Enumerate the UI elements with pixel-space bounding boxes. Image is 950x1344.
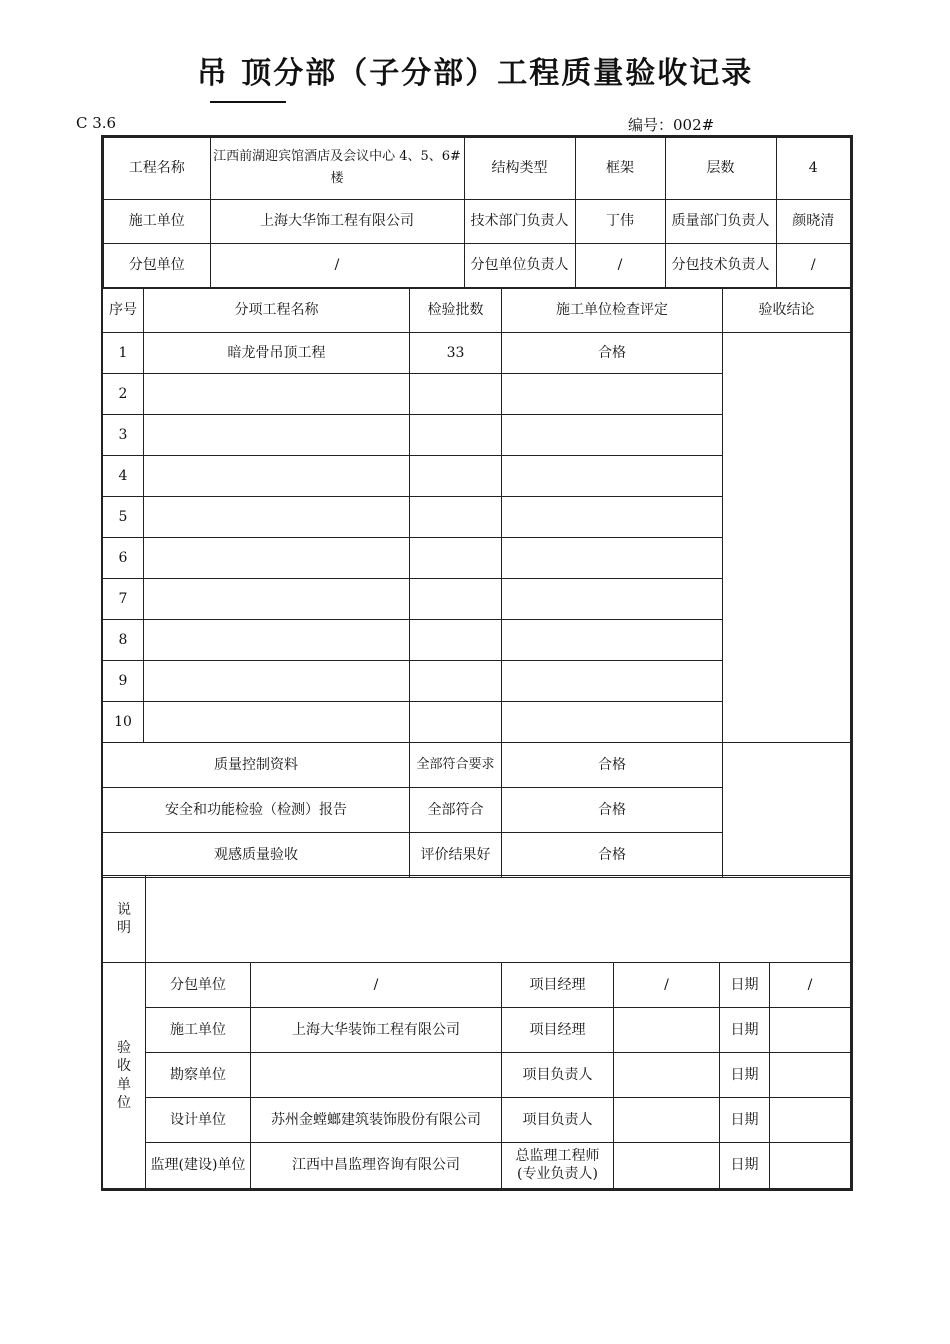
acceptance-row (103, 1143, 851, 1189)
row-evaluation (502, 579, 723, 620)
document-title: 吊 顶分部（子分部）工程质量验收记录 (196, 56, 754, 91)
acceptance-row (103, 963, 851, 1008)
structure-type-value: 框架 (575, 137, 665, 199)
table-row (103, 333, 851, 374)
quality-head-label: 质量部门负责人 (665, 199, 776, 243)
row-name (144, 538, 410, 579)
acceptance-date (770, 1053, 851, 1098)
row-batches (410, 620, 502, 661)
acceptance-date (770, 1008, 851, 1053)
summary-label: 安全和功能检验（检测）报告 (103, 788, 410, 833)
row-no: 8 (103, 620, 144, 661)
tech-head-label: 技术部门负责人 (464, 199, 575, 243)
row-name (144, 579, 410, 620)
col-header-batches: 检验批数 (410, 289, 502, 333)
acceptance-date-label: 日期 (720, 1098, 770, 1143)
side-label-char: 验 (117, 1040, 131, 1057)
acceptance-company: 江西中昌监理咨询有限公司 (251, 1143, 502, 1189)
acceptance-signer (614, 1053, 720, 1098)
contractor-label: 施工单位 (103, 199, 210, 243)
row-name: 暗龙骨吊顶工程 (144, 333, 410, 374)
row-batches (410, 661, 502, 702)
sub-tech-label: 分包技术负责人 (665, 243, 776, 288)
summary-label: 观感质量验收 (103, 833, 410, 878)
acceptance-role: 项目负责人 (502, 1053, 614, 1098)
row-no: 10 (103, 702, 144, 743)
row-name (144, 620, 410, 661)
document-number (628, 114, 714, 135)
row-batches (410, 456, 502, 497)
col-header-no: 序号 (103, 289, 144, 333)
project-info-table (102, 136, 852, 289)
notes-label (103, 876, 146, 963)
acceptance-company: 上海大华装饰工程有限公司 (251, 1008, 502, 1053)
col-header-conclusion: 验收结论 (723, 289, 851, 333)
acceptance-date-label: 日期 (720, 963, 770, 1008)
acceptance-date (770, 1098, 851, 1143)
row-name (144, 456, 410, 497)
floors-label: 层数 (665, 137, 776, 199)
sub-head-value: / (575, 243, 665, 288)
summary-evaluation: 合格 (502, 833, 723, 878)
col-header-name: 分项工程名称 (144, 289, 410, 333)
row-evaluation: 合格 (502, 333, 723, 374)
project-name-label: 工程名称 (103, 137, 210, 199)
tech-head-value: 丁伟 (575, 199, 665, 243)
row-evaluation (502, 456, 723, 497)
row-name (144, 661, 410, 702)
acceptance-row (103, 1098, 851, 1143)
subcontractor-value: / (210, 243, 464, 288)
summary-evaluation: 合格 (502, 788, 723, 833)
row-no: 1 (103, 333, 144, 374)
title-underline (210, 101, 286, 103)
row-no: 3 (103, 415, 144, 456)
notes-content (146, 876, 851, 963)
summary-status: 评价结果好 (410, 833, 502, 878)
acceptance-signer (614, 1143, 720, 1189)
summary-label: 质量控制资料 (103, 743, 410, 788)
acceptance-row (103, 1053, 851, 1098)
acceptance-date-label: 日期 (720, 1053, 770, 1098)
acceptance-company: / (251, 963, 502, 1008)
items-table (102, 288, 851, 878)
row-batches (410, 374, 502, 415)
row-batches (410, 538, 502, 579)
items-header-row (103, 289, 851, 333)
subcontractor-label: 分包单位 (103, 243, 210, 288)
row-batches (410, 702, 502, 743)
acceptance-unit: 监理(建设)单位 (146, 1143, 251, 1189)
row-name (144, 497, 410, 538)
acceptance-date: / (770, 963, 851, 1008)
acceptance-date-label: 日期 (720, 1008, 770, 1053)
row-no: 5 (103, 497, 144, 538)
contractor-value: 上海大华饰工程有限公司 (210, 199, 464, 243)
summary-evaluation: 合格 (502, 743, 723, 788)
number-label: 编号： (628, 116, 674, 134)
row-no: 9 (103, 661, 144, 702)
summary-status: 全部符合 (410, 788, 502, 833)
row-evaluation (502, 415, 723, 456)
project-name-value: 江西前湖迎宾馆酒店及会议中心 4、5、6#楼 (210, 137, 464, 199)
acceptance-company (251, 1053, 502, 1098)
notes-table (102, 875, 851, 963)
sub-head-label: 分包单位负责人 (464, 243, 575, 288)
acceptance-unit: 施工单位 (146, 1008, 251, 1053)
row-no: 7 (103, 579, 144, 620)
row-name (144, 374, 410, 415)
row-name (144, 415, 410, 456)
row-evaluation (502, 620, 723, 661)
summary-status: 全部符合要求 (410, 743, 502, 788)
form-code: C 3.6 (76, 114, 117, 132)
acceptance-unit: 设计单位 (146, 1098, 251, 1143)
row-evaluation (502, 661, 723, 702)
acceptance-row (103, 1008, 851, 1053)
acceptance-signer (614, 1008, 720, 1053)
row-evaluation (502, 538, 723, 579)
acceptance-signer (614, 1098, 720, 1143)
row-evaluation (502, 702, 723, 743)
acceptance-unit: 分包单位 (146, 963, 251, 1008)
acceptance-role (502, 1143, 614, 1189)
acceptance-role-sub: (专业负责人) (517, 1165, 598, 1182)
row-no: 6 (103, 538, 144, 579)
row-batches (410, 497, 502, 538)
summary-conclusion-cell (723, 743, 851, 878)
acceptance-role-main: 总监理工程师 (515, 1148, 600, 1164)
col-header-evaluation: 施工单位检查评定 (502, 289, 723, 333)
row-evaluation (502, 374, 723, 415)
row-batches (410, 579, 502, 620)
quality-head-value: 颜晓清 (776, 199, 851, 243)
acceptance-company: 苏州金螳螂建筑装饰股份有限公司 (251, 1098, 502, 1143)
floors-value: 4 (776, 137, 851, 199)
row-batches: 33 (410, 333, 502, 374)
acceptance-role: 项目负责人 (502, 1098, 614, 1143)
conclusion-cell (723, 333, 851, 743)
acceptance-side-label (103, 963, 146, 1189)
summary-row (103, 743, 851, 788)
acceptance-unit: 勘察单位 (146, 1053, 251, 1098)
acceptance-signer: / (614, 963, 720, 1008)
row-no: 2 (103, 374, 144, 415)
number-value: 002# (673, 116, 715, 134)
row-evaluation (502, 497, 723, 538)
acceptance-date (770, 1143, 851, 1189)
structure-type-label: 结构类型 (464, 137, 575, 199)
acceptance-date-label: 日期 (720, 1143, 770, 1189)
acceptance-role: 项目经理 (502, 1008, 614, 1053)
acceptance-table (102, 962, 851, 1189)
notes-label-2: 明 (117, 920, 131, 936)
row-batches (410, 415, 502, 456)
row-name (144, 702, 410, 743)
side-label-char: 收 (117, 1058, 131, 1075)
acceptance-role: 项目经理 (502, 963, 614, 1008)
notes-label-1: 说 (117, 901, 131, 918)
row-no: 4 (103, 456, 144, 497)
side-label-char: 位 (117, 1094, 131, 1111)
side-label-char: 单 (117, 1076, 131, 1093)
sub-tech-value: / (776, 243, 851, 288)
